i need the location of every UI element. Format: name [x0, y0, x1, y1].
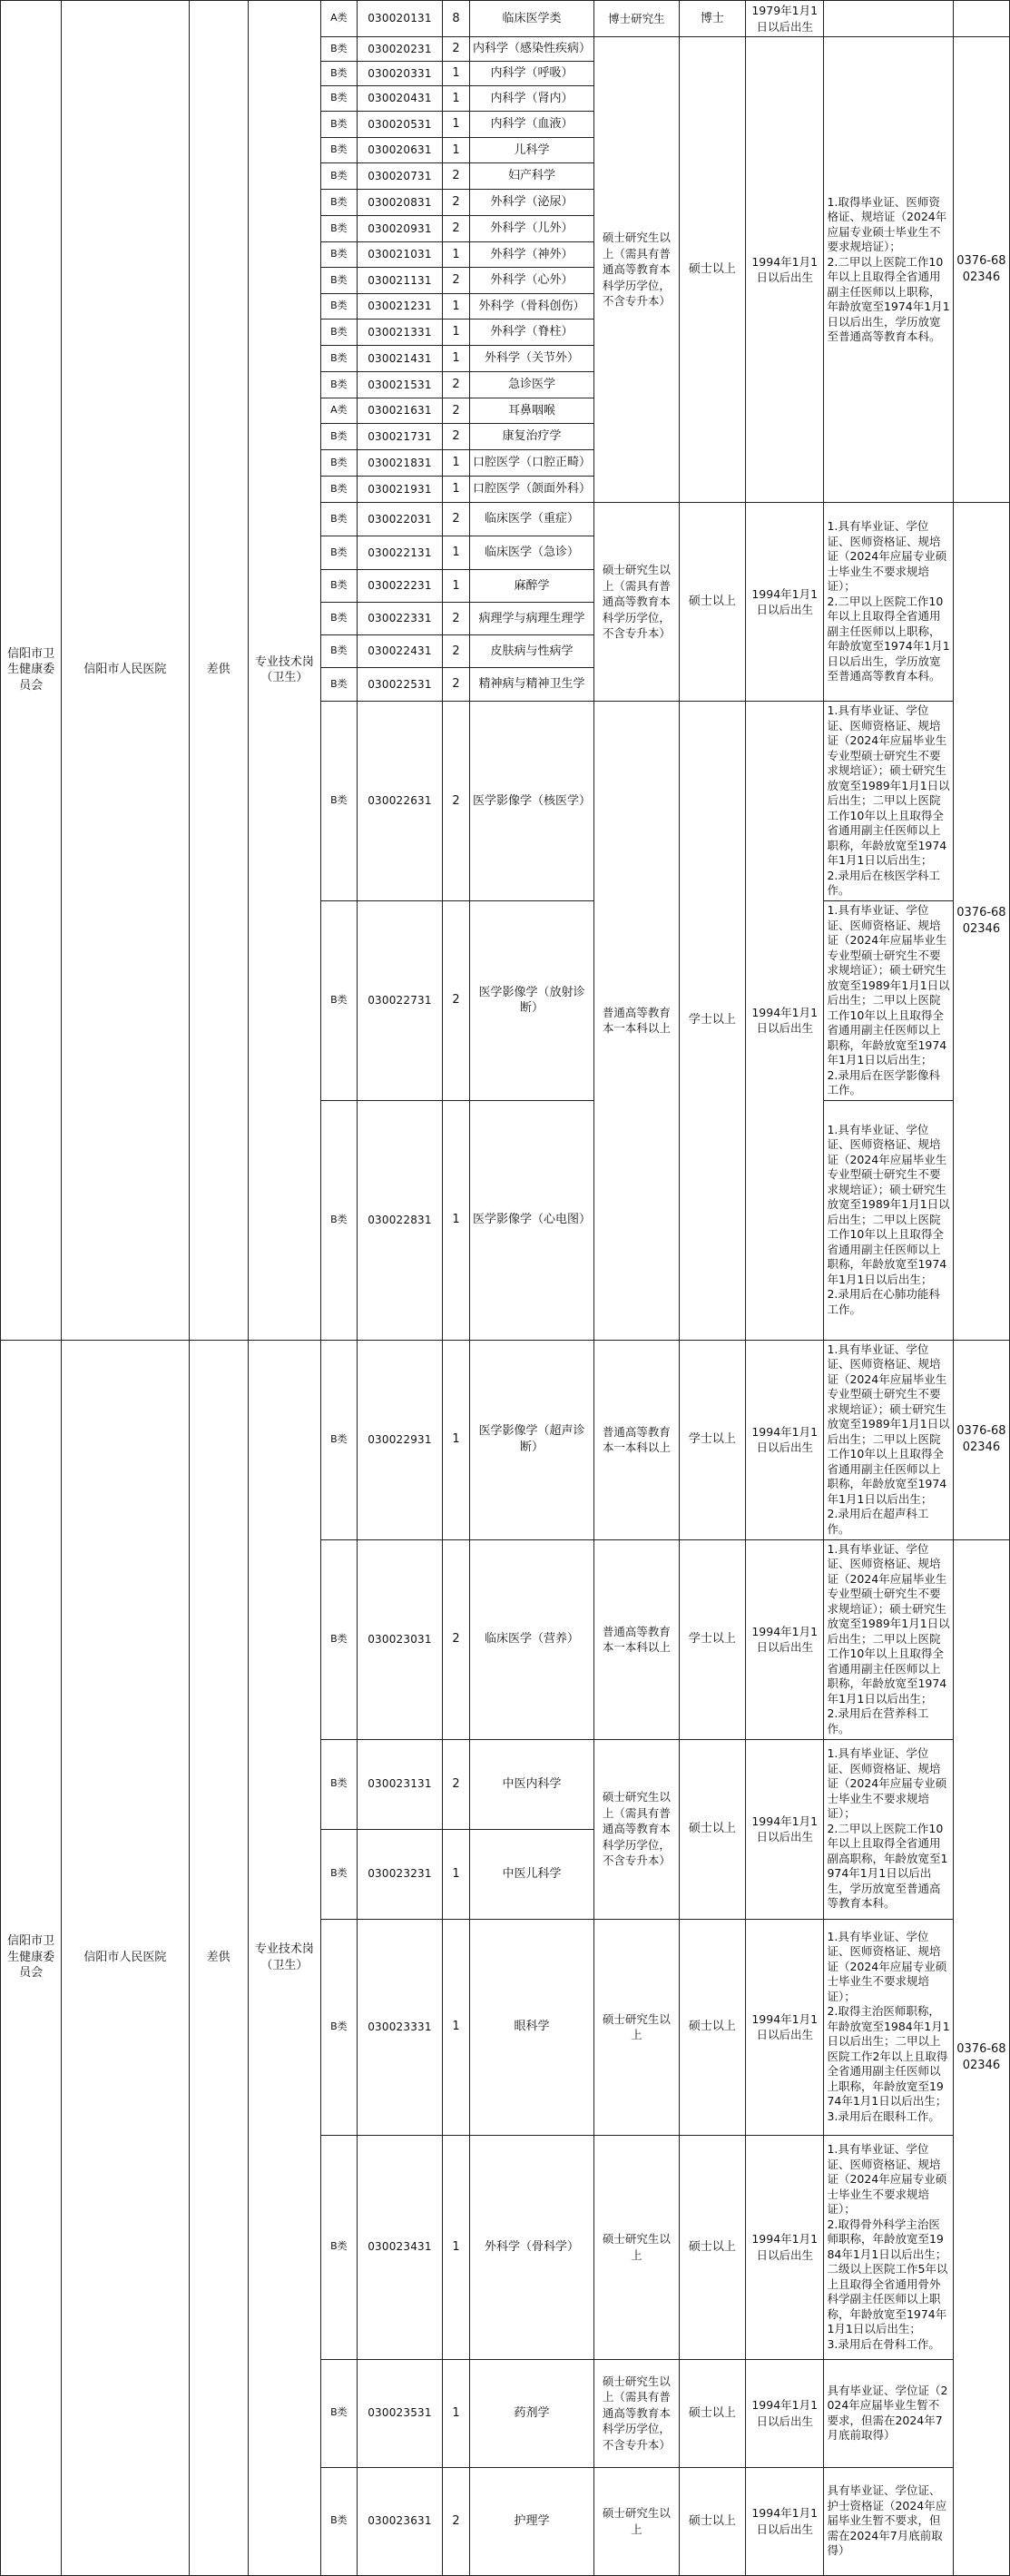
- major-cell: 急诊医学: [469, 372, 593, 398]
- major-cell: 儿科学: [469, 138, 593, 163]
- type-cell: B类: [321, 216, 358, 242]
- count-cell: 1: [443, 450, 470, 477]
- count-cell: 1: [443, 477, 470, 503]
- type-cell: B类: [321, 901, 358, 1101]
- degree-cell: 硕士以上: [679, 503, 745, 702]
- age-cell: 1994年1月1日以后出生: [745, 2467, 823, 2575]
- count-cell: 2: [443, 163, 470, 190]
- count-cell: 2: [443, 190, 470, 216]
- degree-cell: 学士以上: [679, 702, 745, 1341]
- type-cell: B类: [321, 503, 358, 536]
- type-cell: B类: [321, 1100, 358, 1340]
- major-cell: 医学影像学（核医学）: [469, 702, 593, 901]
- major-cell: 内科学（血液）: [469, 112, 593, 138]
- code-cell: 030021431: [357, 346, 443, 372]
- count-cell: 2: [443, 503, 470, 536]
- type-cell: B类: [321, 138, 358, 163]
- major-cell: 内科学（感染性疾病）: [469, 37, 593, 62]
- major-cell: 眼科学: [469, 1919, 593, 2135]
- major-cell: 内科学（呼吸）: [469, 62, 593, 86]
- count-cell: 2: [443, 603, 470, 635]
- count-cell: 2: [443, 668, 470, 702]
- major-cell: 中医内科学: [469, 1739, 593, 1829]
- count-cell: 1: [443, 86, 470, 112]
- type-cell: B类: [321, 450, 358, 477]
- degree-cell: 博士: [679, 1, 745, 37]
- count-cell: 1: [443, 242, 470, 268]
- education-cell: 硕士研究生以上: [594, 1919, 680, 2135]
- education-cell: 硕士研究生以上（需具有普通高等教育本科学历学位，不含专升本）: [594, 37, 680, 503]
- education-cell: 博士研究生: [594, 1, 680, 37]
- age-cell: 1994年1月1日以后出生: [745, 702, 823, 1341]
- code-cell: 030020631: [357, 138, 443, 163]
- type-cell: B类: [321, 163, 358, 190]
- major-cell: 耳鼻咽喉: [469, 398, 593, 424]
- type-cell: B类: [321, 346, 358, 372]
- code-cell: 030021131: [357, 268, 443, 294]
- degree-cell: 硕士以上: [679, 2359, 745, 2467]
- count-cell: 2: [443, 398, 470, 424]
- major-cell: 外科学（关节外）: [469, 346, 593, 372]
- code-cell: 030022631: [357, 702, 443, 901]
- major-cell: 康复治疗学: [469, 424, 593, 450]
- post-category-cell: 专业技术岗（卫生）: [248, 1340, 320, 2575]
- major-cell: 医学影像学（放射诊断）: [469, 901, 593, 1101]
- type-cell: B类: [321, 320, 358, 346]
- type-cell: B类: [321, 424, 358, 450]
- conditions-cell: 1.具有毕业证、学位证、医师资格证、规培证（2024年应届毕业生专业型硕士研究生不要求规培证）；硕士研究生放宽至1989年1月1日以后出生；二甲以上医院工作10年以上且取得全省通用副主任医师以上职称，年龄放宽至1974年1月1日以后出生； 2.录用后在核医学科工作。: [824, 702, 953, 901]
- count-cell: 1: [443, 138, 470, 163]
- major-cell: 精神病与精神卫生学: [469, 668, 593, 702]
- count-cell: 1: [443, 1340, 470, 1539]
- major-cell: 口腔医学（颌面外科）: [469, 477, 593, 503]
- post-category-cell: 专业技术岗（卫生）: [248, 1, 320, 1341]
- major-cell: 护理学: [469, 2467, 593, 2575]
- count-cell: 2: [443, 2467, 470, 2575]
- conditions-cell: 1.具有毕业证、学位证、医师资格证、规培证（2024年应届专业硕士毕业生不要求规培证）； 2.取得主治医师职称，年龄放宽至1984年1月1日以后出生；二甲以上医院工作2年以上且取得全省通用副主任医师以上职称，年龄放宽至1974年1月1日以后出生； 3.录用后在眼科工作。: [824, 1919, 953, 2135]
- count-cell: 1: [443, 1100, 470, 1340]
- count-cell: 1: [443, 62, 470, 86]
- type-cell: B类: [321, 603, 358, 635]
- code-cell: 030021031: [357, 242, 443, 268]
- type-cell: B类: [321, 62, 358, 86]
- type-cell: B类: [321, 268, 358, 294]
- major-cell: 病理学与病理生理学: [469, 603, 593, 635]
- department-cell: 信阳市卫生健康委员会: [1, 1, 62, 1341]
- count-cell: 2: [443, 1739, 470, 1829]
- conditions-cell: 1.具有毕业证、学位证、医师资格证、规培证（2024年应届专业硕士毕业生不要求规培证）； 2.二甲以上医院工作10年以上且取得全省通用副主任医师以上职称，年龄放宽至1974年1月1日以后出生，学历放宽至普通高等教育本科。: [824, 503, 953, 702]
- degree-cell: 硕士以上: [679, 1739, 745, 1919]
- count-cell: 1: [443, 320, 470, 346]
- count-cell: 2: [443, 268, 470, 294]
- degree-cell: 硕士以上: [679, 1919, 745, 2135]
- major-cell: 外科学（骨科学）: [469, 2135, 593, 2359]
- type-cell: B类: [321, 635, 358, 668]
- degree-cell: 学士以上: [679, 1340, 745, 1539]
- type-cell: B类: [321, 242, 358, 268]
- major-cell: 医学影像学（超声诊断）: [469, 1340, 593, 1539]
- major-cell: 临床医学（重症）: [469, 503, 593, 536]
- type-cell: B类: [321, 1829, 358, 1919]
- type-cell: B类: [321, 477, 358, 503]
- count-cell: 2: [443, 372, 470, 398]
- type-cell: B类: [321, 372, 358, 398]
- conditions-cell: 1.取得毕业证、医师资格证、规培证（2024年应届专业硕士毕业生不要求规培证）； 2.二甲以上医院工作10年以上且取得全省通用副主任医师以上职称，年龄放宽至1974年1月1日以后出生，学历放宽至普通高等教育本科。: [824, 37, 953, 503]
- phone-cell: 0376-6802346: [953, 1340, 1009, 1539]
- count-cell: 2: [443, 702, 470, 901]
- age-cell: 1994年1月1日以后出生: [745, 2135, 823, 2359]
- education-cell: 硕士研究生以上（需具有普通高等教育本科学历学位，不含专升本）: [594, 503, 680, 702]
- count-cell: 8: [443, 1, 470, 37]
- type-cell: B类: [321, 2135, 358, 2359]
- type-cell: B类: [321, 1539, 358, 1739]
- degree-cell: 硕士以上: [679, 2135, 745, 2359]
- type-cell: A类: [321, 398, 358, 424]
- count-cell: 2: [443, 1539, 470, 1739]
- type-cell: B类: [321, 570, 358, 603]
- count-cell: 1: [443, 570, 470, 603]
- code-cell: 030022331: [357, 603, 443, 635]
- major-cell: 医学影像学（心电图）: [469, 1100, 593, 1340]
- funding-cell: 差供: [189, 1340, 248, 2575]
- type-cell: B类: [321, 702, 358, 901]
- code-cell: 030022731: [357, 901, 443, 1101]
- code-cell: 030021731: [357, 424, 443, 450]
- funding-cell: 差供: [189, 1, 248, 1341]
- code-cell: 030022031: [357, 503, 443, 536]
- major-cell: 药剂学: [469, 2359, 593, 2467]
- conditions-cell: 具有毕业证、学位证、护士资格证（2024年应届毕业生暂不要求，但需在2024年7月底前取得）: [824, 2467, 953, 2575]
- code-cell: 030021231: [357, 294, 443, 320]
- type-cell: B类: [321, 37, 358, 62]
- conditions-cell: [824, 1, 953, 37]
- conditions-cell: 1.具有毕业证、学位证、医师资格证、规培证（2024年应届毕业生专业型硕士研究生不要求规培证）；硕士研究生放宽至1989年1月1日以后出生；二甲以上医院工作10年以上且取得全省通用副主任医师以上职称，年龄放宽至1974年1月1日以后出生； 2.录用后在营养科工作。: [824, 1539, 953, 1739]
- major-cell: 外科学（骨科创伤）: [469, 294, 593, 320]
- code-cell: 030021931: [357, 477, 443, 503]
- count-cell: 2: [443, 37, 470, 62]
- major-cell: 口腔医学（口腔正畸）: [469, 450, 593, 477]
- count-cell: 2: [443, 424, 470, 450]
- major-cell: 外科学（泌尿）: [469, 190, 593, 216]
- age-cell: 1979年1月1日以后出生: [745, 1, 823, 37]
- major-cell: 妇产科学: [469, 163, 593, 190]
- age-cell: 1994年1月1日以后出生: [745, 1739, 823, 1919]
- major-cell: 皮肤病与性病学: [469, 635, 593, 668]
- code-cell: 030020131: [357, 1, 443, 37]
- education-cell: 普通高等教育本一本科以上: [594, 702, 680, 1341]
- education-cell: 普通高等教育本一本科以上: [594, 1539, 680, 1739]
- type-cell: B类: [321, 190, 358, 216]
- education-cell: 硕士研究生以上（需具有普通高等教育本科学历学位，不含专升本）: [594, 1739, 680, 1919]
- major-cell: 外科学（脊柱）: [469, 320, 593, 346]
- code-cell: 030022531: [357, 668, 443, 702]
- conditions-cell: 1.具有毕业证、学位证、医师资格证、规培证（2024年应届专业硕士毕业生不要求规培证）； 2.二甲以上医院工作10年以上且取得全省通用副高职称，年龄放宽至1974年1月1日以后出生，学历放宽至普通高等教育本科。: [824, 1739, 953, 1919]
- type-cell: B类: [321, 1739, 358, 1829]
- type-cell: B类: [321, 1919, 358, 2135]
- code-cell: 030023331: [357, 1919, 443, 2135]
- major-cell: 临床医学（营养）: [469, 1539, 593, 1739]
- type-cell: B类: [321, 2467, 358, 2575]
- code-cell: 030021831: [357, 450, 443, 477]
- phone-cell: 0376-6802346: [953, 503, 1009, 1341]
- code-cell: 030020431: [357, 86, 443, 112]
- degree-cell: 硕士以上: [679, 2467, 745, 2575]
- code-cell: 030022231: [357, 570, 443, 603]
- type-cell: B类: [321, 2359, 358, 2467]
- degree-cell: 硕士以上: [679, 37, 745, 503]
- type-cell: B类: [321, 86, 358, 112]
- type-cell: A类: [321, 1, 358, 37]
- code-cell: 030023431: [357, 2135, 443, 2359]
- code-cell: 030020231: [357, 37, 443, 62]
- age-cell: 1994年1月1日以后出生: [745, 1919, 823, 2135]
- code-cell: 030021531: [357, 372, 443, 398]
- unit-cell: 信阳市人民医院: [62, 1340, 189, 2575]
- conditions-cell: 1.具有毕业证、学位证、医师资格证、规培证（2024年应届专业硕士毕业生不要求规培证）； 2.取得骨外科学主治医师职称，年龄放宽至1984年1月1日以后出生；二级以上医院工作5年以上且取得全省通用骨外科学副主任医师以上职称，年龄放宽至1974年1月1日以后出生； 3.录用后在骨科工作。: [824, 2135, 953, 2359]
- education-cell: 普通高等教育本一本科以上: [594, 1340, 680, 1539]
- code-cell: 030023631: [357, 2467, 443, 2575]
- major-cell: 内科学（肾内）: [469, 86, 593, 112]
- age-cell: 1994年1月1日以后出生: [745, 1340, 823, 1539]
- conditions-cell: 具有毕业证、学位证（2024年应届毕业生暂不要求，但需在2024年7月底前取得）: [824, 2359, 953, 2467]
- major-cell: 麻醉学: [469, 570, 593, 603]
- unit-cell: 信阳市人民医院: [62, 1, 189, 1341]
- table-row: [1, 1340, 1010, 1539]
- phone-cell: 0376-6802346: [953, 1539, 1009, 2575]
- conditions-cell: 1.具有毕业证、学位证、医师资格证、规培证（2024年应届毕业生专业型硕士研究生不要求规培证）；硕士研究生放宽至1989年1月1日以后出生；二甲以上医院工作10年以上且取得全省通用副主任医师以上职称，年龄放宽至1974年1月1日以后出生； 2.录用后在超声科工作。: [824, 1340, 953, 1539]
- code-cell: 030020931: [357, 216, 443, 242]
- code-cell: 030021331: [357, 320, 443, 346]
- type-cell: B类: [321, 536, 358, 570]
- major-cell: 临床医学（急诊）: [469, 536, 593, 570]
- conditions-cell: 1.具有毕业证、学位证、医师资格证、规培证（2024年应届毕业生专业型硕士研究生不要求规培证）；硕士研究生放宽至1989年1月1日以后出生；二甲以上医院工作10年以上且取得全省通用副主任医师以上职称，年龄放宽至1974年1月1日以后出生； 2.录用后在心肺功能科工作。: [824, 1100, 953, 1340]
- code-cell: 030023531: [357, 2359, 443, 2467]
- education-cell: 硕士研究生以上: [594, 2135, 680, 2359]
- count-cell: 1: [443, 536, 470, 570]
- count-cell: 1: [443, 346, 470, 372]
- code-cell: 030023031: [357, 1539, 443, 1739]
- table-row: [1, 1, 1010, 37]
- code-cell: 030023231: [357, 1829, 443, 1919]
- count-cell: 2: [443, 216, 470, 242]
- department-cell: 信阳市卫生健康委员会: [1, 1340, 62, 2575]
- code-cell: 030022131: [357, 536, 443, 570]
- code-cell: 030022431: [357, 635, 443, 668]
- code-cell: 030023131: [357, 1739, 443, 1829]
- count-cell: 2: [443, 635, 470, 668]
- conditions-cell: 1.具有毕业证、学位证、医师资格证、规培证（2024年应届毕业生专业型硕士研究生不要求规培证）；硕士研究生放宽至1989年1月1日以后出生；二甲以上医院工作10年以上且取得全省通用副主任医师以上职称，年龄放宽至1974年1月1日以后出生； 2.录用后在医学影像科工作。: [824, 901, 953, 1101]
- type-cell: B类: [321, 668, 358, 702]
- count-cell: 1: [443, 294, 470, 320]
- phone-cell: 0376-6802346: [953, 37, 1009, 503]
- age-cell: 1994年1月1日以后出生: [745, 2359, 823, 2467]
- type-cell: B类: [321, 1340, 358, 1539]
- major-cell: 中医儿科学: [469, 1829, 593, 1919]
- major-cell: 外科学（儿外）: [469, 216, 593, 242]
- code-cell: 030020331: [357, 62, 443, 86]
- code-cell: 030020531: [357, 112, 443, 138]
- major-cell: 临床医学类: [469, 1, 593, 37]
- count-cell: 1: [443, 1829, 470, 1919]
- count-cell: 1: [443, 2359, 470, 2467]
- count-cell: 2: [443, 901, 470, 1101]
- code-cell: 030020831: [357, 190, 443, 216]
- code-cell: 030021631: [357, 398, 443, 424]
- code-cell: 030022831: [357, 1100, 443, 1340]
- age-cell: 1994年1月1日以后出生: [745, 37, 823, 503]
- age-cell: 1994年1月1日以后出生: [745, 503, 823, 702]
- education-cell: 硕士研究生以上（需具有普通高等教育本科学历学位，不含专升本）: [594, 2359, 680, 2467]
- degree-cell: 学士以上: [679, 1539, 745, 1739]
- code-cell: 030020731: [357, 163, 443, 190]
- age-cell: 1994年1月1日以后出生: [745, 1539, 823, 1739]
- type-cell: B类: [321, 294, 358, 320]
- major-cell: 外科学（心外）: [469, 268, 593, 294]
- count-cell: 1: [443, 1919, 470, 2135]
- major-cell: 外科学（神外）: [469, 242, 593, 268]
- phone-cell: [953, 1, 1009, 37]
- education-cell: 硕士研究生以上: [594, 2467, 680, 2575]
- count-cell: 1: [443, 2135, 470, 2359]
- code-cell: 030022931: [357, 1340, 443, 1539]
- count-cell: 1: [443, 112, 470, 138]
- type-cell: B类: [321, 112, 358, 138]
